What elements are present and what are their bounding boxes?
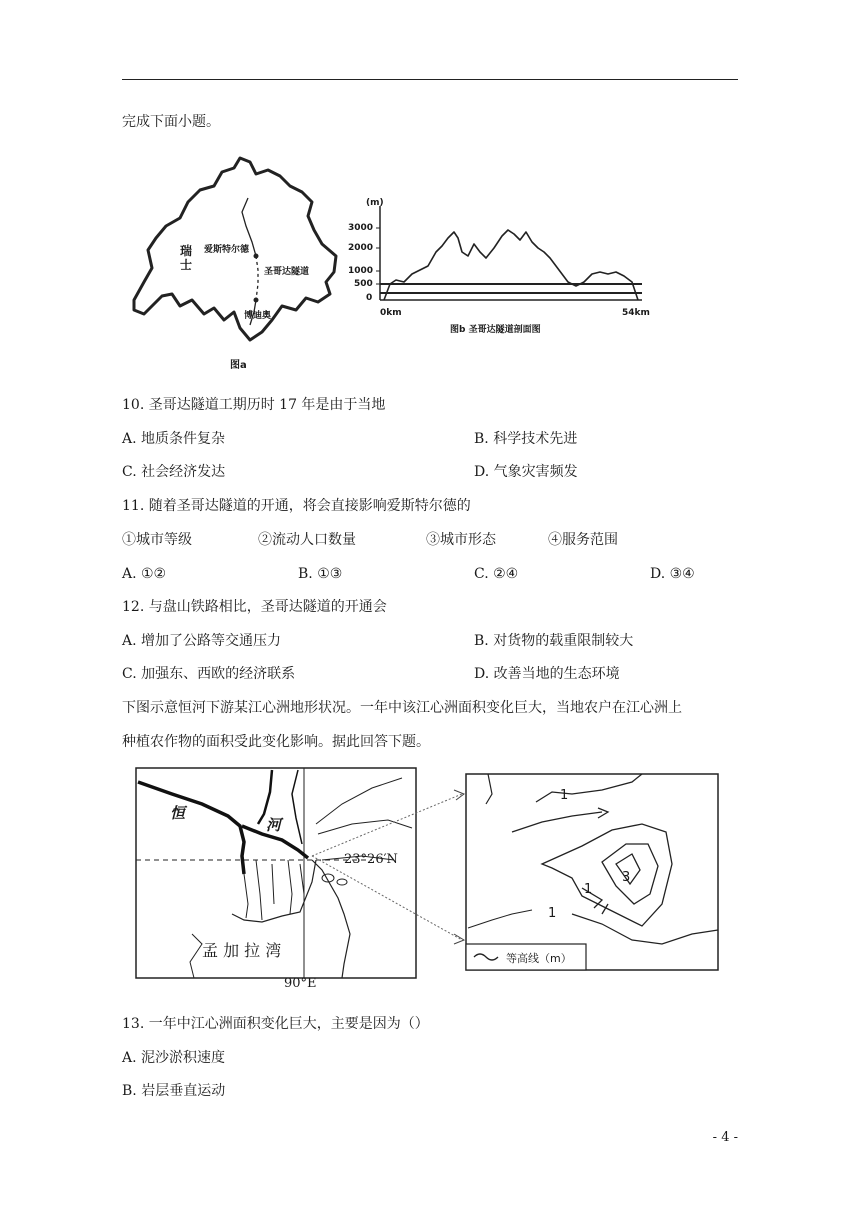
- q11-item-2: ②流动人口数量: [258, 532, 356, 548]
- contour-label-1-top: 1: [560, 788, 569, 803]
- label-heng: 恒: [170, 804, 186, 822]
- x-start-label: 0km: [380, 308, 402, 318]
- contour-label-1-low: 1: [548, 906, 557, 921]
- q12-option-d: D. 改善当地的生态环境: [474, 666, 620, 682]
- q11-stem: 11. 随着圣哥达隧道的开通，将会直接影响爱斯特尔德的: [122, 498, 471, 514]
- q13-stem: 13. 一年中江心洲面积变化巨大，主要是因为（）: [122, 1016, 429, 1032]
- q12-option-c: C. 加强东、西欧的经济联系: [122, 666, 296, 682]
- passage2-line2: 种植农作物的面积受此变化影响。据此回答下题。: [122, 734, 430, 750]
- intro-text: 完成下面小题。: [122, 114, 220, 130]
- q11-item-3: ③城市形态: [426, 532, 496, 548]
- q13-option-b: B. 岩层垂直运动: [122, 1083, 226, 1099]
- switzerland-outline: [122, 150, 342, 375]
- tick-3000: 3000: [348, 223, 374, 233]
- tick-2000: 2000: [348, 243, 374, 253]
- q12-stem: 12. 与盘山铁路相比，圣哥达隧道的开通会: [122, 599, 387, 615]
- q10-option-d: D. 气象灾害频发: [474, 464, 578, 480]
- q13-option-a: A. 泥沙淤积速度: [122, 1050, 226, 1066]
- latitude-label: 23°26′N: [344, 852, 398, 867]
- label-switzerland: 瑞士: [180, 244, 193, 272]
- label-bodio: 博迪奥: [244, 311, 272, 321]
- figure-a-switzerland-map: [122, 150, 342, 375]
- label-aestfeld: 爱斯特尔德: [204, 245, 250, 255]
- header-rule: [122, 79, 738, 80]
- tick-1000: 1000: [348, 266, 374, 276]
- passage2-line1: 下图示意恒河下游某江心洲地形状况。一年中该江心洲面积变化巨大，当地农户在江心洲上: [122, 700, 682, 716]
- tick-500: 500: [354, 279, 373, 289]
- contour-label-3: 3: [622, 870, 631, 885]
- x-end-label: 54km: [622, 308, 650, 318]
- q11-item-4: ④服务范围: [548, 532, 618, 548]
- figure-b-caption: 图b 圣哥达隧道剖面图: [450, 325, 541, 335]
- label-gotthard-tunnel: 圣哥达隧道: [264, 267, 310, 277]
- figure-b-tunnel-profile: [346, 196, 656, 335]
- q12-option-b: B. 对货物的载重限制较大: [474, 633, 634, 649]
- contour-legend: 等高线（m）: [506, 952, 572, 965]
- q11-option-c: C. ②④: [474, 566, 519, 582]
- page-number: - 4 -: [712, 1130, 738, 1145]
- q11-option-d: D. ③④: [650, 566, 695, 582]
- q11-item-1: ①城市等级: [122, 532, 192, 548]
- tick-0: 0: [366, 293, 373, 303]
- bay-label: 孟 加 拉 湾: [202, 941, 282, 960]
- figure-c-ganges-map: [132, 764, 722, 994]
- q10-option-b: B. 科学技术先进: [474, 431, 578, 447]
- longitude-label: 90°E: [284, 976, 317, 991]
- q11-option-a: A. ①②: [122, 566, 167, 582]
- label-he: 河: [266, 816, 282, 834]
- profile-unit: (m): [366, 198, 384, 208]
- q10-option-a: A. 地质条件复杂: [122, 431, 226, 447]
- q10-stem: 10. 圣哥达隧道工期历时 17 年是由于当地: [122, 397, 386, 413]
- q11-option-b: B. ①③: [298, 566, 343, 582]
- q10-option-c: C. 社会经济发达: [122, 464, 226, 480]
- figure-a-caption: 图a: [230, 360, 247, 371]
- q12-option-a: A. 增加了公路等交通压力: [122, 633, 282, 649]
- contour-label-1-mid: 1: [584, 882, 593, 897]
